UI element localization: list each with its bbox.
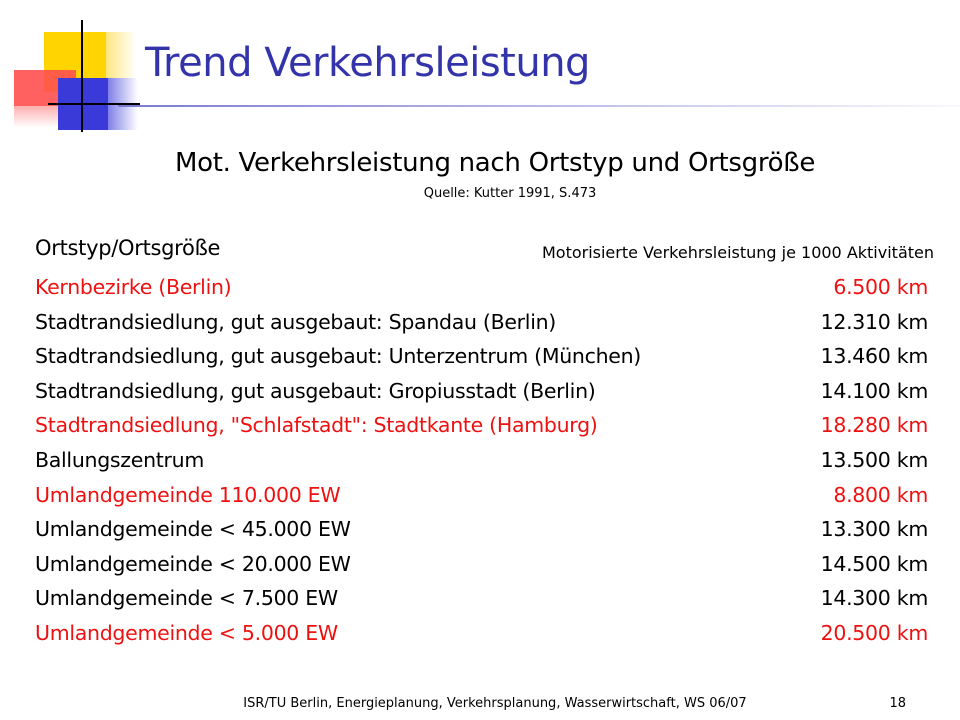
row-label: Stadtrandsiedlung, gut ausgebaut: Gropiusstadt (Berlin) <box>35 378 596 403</box>
row-value: 13.300 km <box>820 517 928 542</box>
table-row <box>0 445 960 480</box>
page-number: 18 <box>889 696 906 711</box>
row-value: 18.280 km <box>820 413 928 438</box>
row-label: Umlandgemeinde < 7.500 EW <box>35 586 338 611</box>
row-value: 13.460 km <box>820 344 928 369</box>
row-label: Stadtrandsiedlung, gut ausgebaut: Spandau (Berlin) <box>35 309 556 334</box>
title-divider <box>118 105 960 107</box>
column-header-type: Ortstyp/Ortsgröße <box>35 236 221 260</box>
table-row <box>0 583 960 618</box>
table-row <box>0 618 960 653</box>
logo-vertical-line <box>81 20 83 132</box>
data-table <box>0 272 960 653</box>
row-label: Umlandgemeinde < 45.000 EW <box>35 517 351 542</box>
slide-footer: ISR/TU Berlin, Energieplanung, Verkehrsplanung, Wasserwirtschaft, WS 06/07 <box>243 696 747 711</box>
row-value: 12.310 km <box>820 309 928 334</box>
row-value: 14.100 km <box>820 378 928 403</box>
row-label: Stadtrandsiedlung, "Schlafstadt": Stadtkante (Hamburg) <box>35 413 598 438</box>
row-label: Kernbezirke (Berlin) <box>35 275 232 299</box>
table-row <box>0 410 960 445</box>
table-row <box>0 549 960 584</box>
row-label: Umlandgemeinde < 5.000 EW <box>35 620 338 645</box>
table-row <box>0 480 960 515</box>
row-value: 14.300 km <box>820 586 928 611</box>
slide-logo <box>0 0 140 140</box>
slide-title: Trend Verkehrsleistung <box>145 40 590 86</box>
row-label: Umlandgemeinde < 20.000 EW <box>35 551 351 576</box>
logo-red-fade <box>14 106 58 128</box>
row-value: 20.500 km <box>820 620 928 645</box>
row-label: Ballungszentrum <box>35 447 204 472</box>
row-label: Umlandgemeinde 110.000 EW <box>35 482 341 507</box>
column-header-value: Motorisierte Verkehrsleistung je 1000 Aktivitäten <box>541 243 934 262</box>
slide-subtitle: Mot. Verkehrsleistung nach Ortstyp und Ortsgröße <box>174 148 816 178</box>
table-row <box>0 514 960 549</box>
table-row <box>0 376 960 411</box>
row-value: 6.500 km <box>833 275 928 299</box>
source-note: Quelle: Kutter 1991, S.473 <box>423 186 597 201</box>
table-row <box>0 272 960 307</box>
table-row <box>0 341 960 376</box>
table-row <box>0 307 960 342</box>
row-value: 14.500 km <box>820 551 928 576</box>
row-label: Stadtrandsiedlung, gut ausgebaut: Unterzentrum (München) <box>35 344 641 369</box>
row-value: 13.500 km <box>820 447 928 472</box>
logo-yellow-fade <box>106 32 136 78</box>
row-value: 8.800 km <box>833 482 928 507</box>
